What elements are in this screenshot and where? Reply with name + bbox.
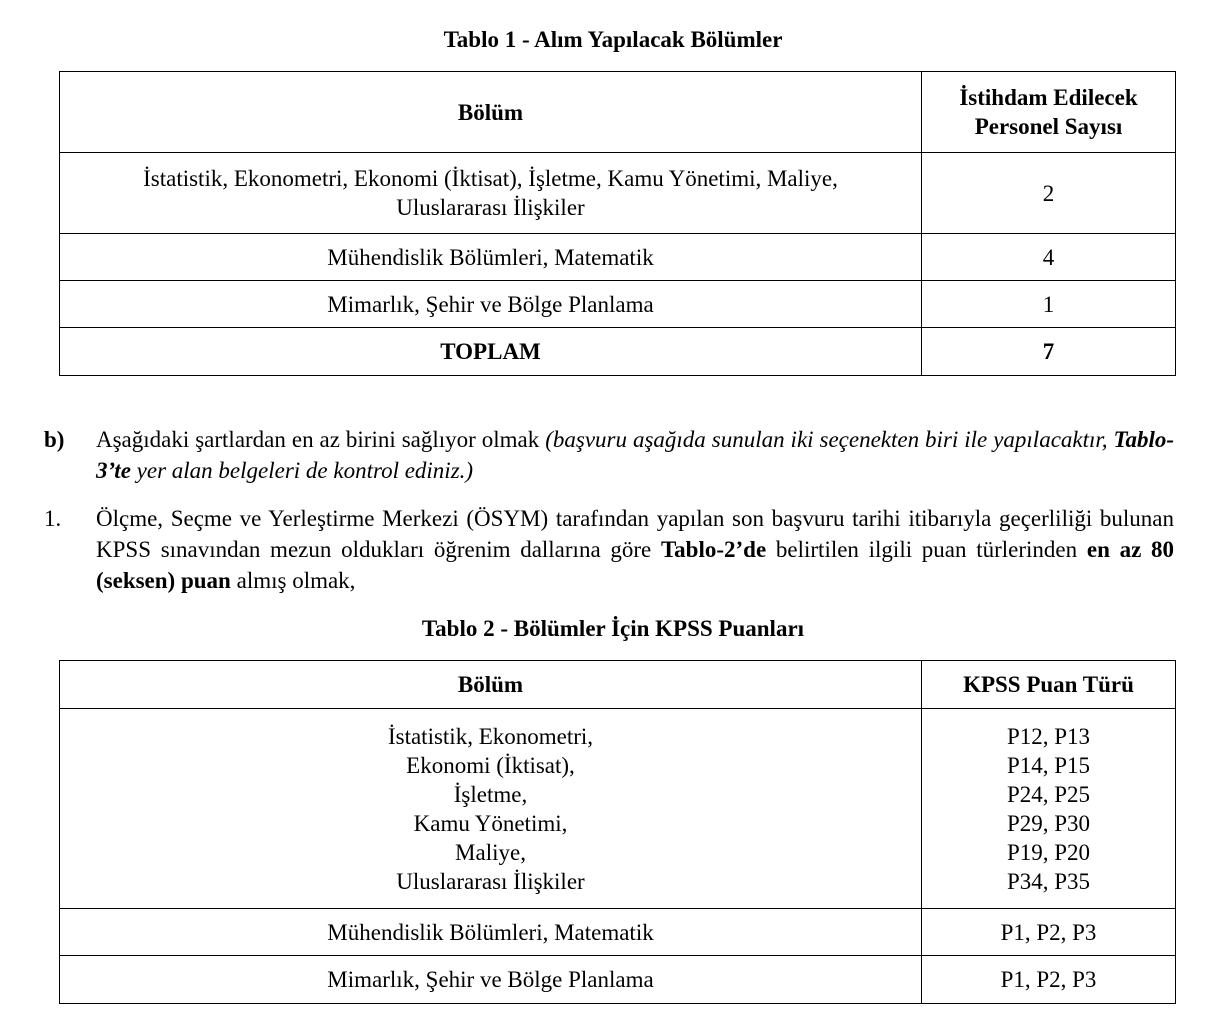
para-b-marker: b): [44, 427, 65, 452]
table1-dept-line1: İstatistik, Ekonometri, Ekonomi (İktisat), İşletme, Kamu Yönetimi, Maliye,: [143, 166, 838, 191]
table2-score-line: P19, P20: [1006, 839, 1091, 865]
table2-header-kpss: KPSS Puan Türü: [922, 661, 1176, 709]
table-row: [60, 909, 1176, 956]
table2-dept-line: İşletme,: [453, 781, 528, 807]
table-row: [60, 234, 1176, 281]
table-row: [60, 956, 1176, 1004]
table-row: [60, 153, 1176, 234]
table1-count-cell: 2: [922, 153, 1176, 234]
table2-header-row: [60, 661, 1176, 709]
table2-dept-cell: Mimarlık, Şehir ve Bölge Planlama: [60, 956, 922, 1004]
table-kpss-puanlari: [59, 660, 1176, 1004]
table2-caption: Tablo 2 - Bölümler İçin KPSS Puanları: [421, 616, 805, 641]
table2-header-bolum: Bölüm: [60, 661, 922, 709]
table2-dept-cell: Mühendislik Bölümleri, Matematik: [60, 909, 922, 956]
table2-dept-line: Uluslararası İlişkiler: [396, 868, 585, 894]
table2-dept-cell: [60, 709, 922, 909]
table2-score-cell: P1, P2, P3: [922, 956, 1176, 1004]
para-1-text-3: almış olmak,: [230, 568, 356, 593]
table2-dept-line: Maliye,: [455, 839, 526, 865]
table1-header-personel: [922, 72, 1176, 153]
para-b-italic-1: (başvuru aşağıda sunulan iki seçenekten biri ile yapılacaktır,: [545, 427, 1114, 452]
table2-score-line: P29, P30: [1006, 810, 1091, 836]
table1-total-row: [60, 328, 1176, 376]
para-b-text: [96, 424, 1174, 486]
para-1-text: [96, 503, 1174, 596]
table1-dept-cell: Mühendislik Bölümleri, Matematik: [60, 234, 922, 281]
table1-dept-line2: Uluslararası İlişkiler: [396, 195, 585, 220]
table1-caption: Tablo 1 - Alım Yapılacak Bölümler: [443, 27, 783, 52]
table1-count-cell: 4: [922, 234, 1176, 281]
table1-header-personel-line2: Personel Sayısı: [974, 114, 1123, 139]
table2-dept-line: İstatistik, Ekonometri,: [387, 723, 594, 749]
para-b-main: Aşağıdaki şartlardan en az birini sağlıyor olmak: [96, 427, 546, 452]
table2-score-line: P24, P25: [1006, 781, 1091, 807]
table2-score-line: P12, P13: [1006, 723, 1091, 749]
para-1-bold-1: Tablo-2’de: [660, 537, 767, 562]
table-row: [60, 281, 1176, 328]
para-1-marker: 1.: [44, 506, 62, 531]
table2-score-line: P34, P35: [1006, 868, 1091, 894]
table1-count-cell: 1: [922, 281, 1176, 328]
para-b-italic-2: yer alan belgeleri de kontrol ediniz.): [130, 458, 474, 483]
para-1-bold-2: en az 80 (seksen) puan: [96, 537, 1174, 593]
table2-score-line: P14, P15: [1006, 752, 1091, 778]
para-1-text-1: Ölçme, Seçme ve Yerleştirme Merkezi (ÖSYM) tarafından yapılan son başvuru tarihi itibarıyla geçerliliği bulunan KPSS sınavından mezun oldukları öğrenim dallarına göre: [96, 506, 1174, 562]
table1-header-personel-line1: İstihdam Edilecek: [959, 85, 1138, 110]
table2-score-cell: P1, P2, P3: [922, 909, 1176, 956]
table1-total-value: 7: [922, 328, 1176, 376]
table-alim-yapilacak-bolumler: [59, 71, 1176, 376]
para-b-bold-italic: Tablo-3’te: [96, 427, 1174, 483]
para-1-text-2: belirtilen ilgili puan türlerinden: [766, 537, 1087, 562]
table2-dept-line: Kamu Yönetimi,: [413, 810, 568, 836]
table1-header-row: [60, 72, 1176, 153]
table1-dept-cell: Mimarlık, Şehir ve Bölge Planlama: [60, 281, 922, 328]
table1-dept-cell: [60, 153, 922, 234]
table-row: [60, 709, 1176, 909]
table1-header-bolum: Bölüm: [60, 72, 922, 153]
table1-total-label: TOPLAM: [60, 328, 922, 376]
table2-score-cell: [922, 709, 1176, 909]
table2-dept-line: Ekonomi (İktisat),: [406, 752, 575, 778]
